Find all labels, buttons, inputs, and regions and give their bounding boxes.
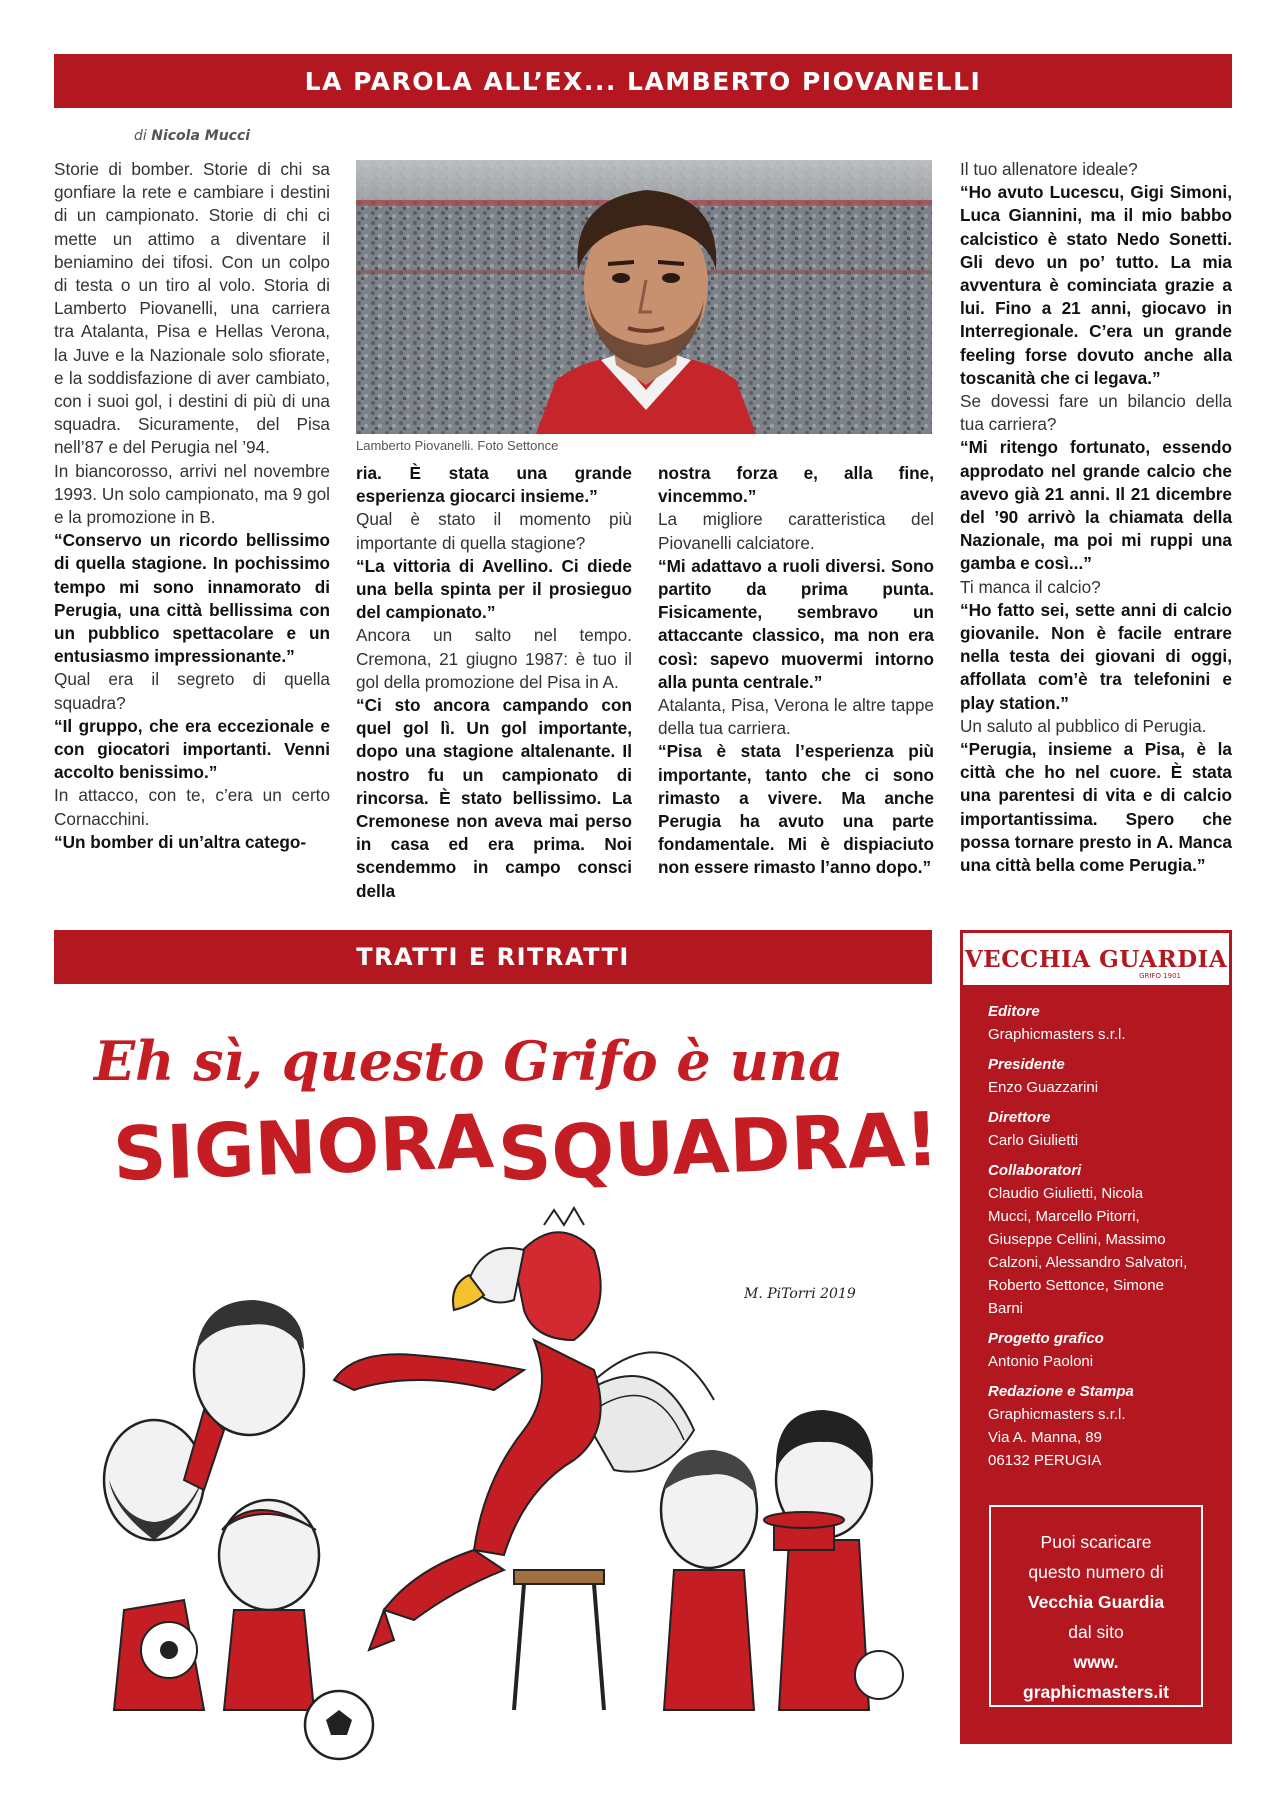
question-paragraph: Ancora un salto nel tempo. Cremona, 21 giugno 1987: è tuo il gol della promozione del Pisa in A. bbox=[356, 625, 632, 692]
credit-name: Barni bbox=[988, 1300, 1024, 1317]
article-column-3 bbox=[658, 462, 934, 880]
cartoon-signature: M. PiTorri 2019 bbox=[744, 1286, 856, 1302]
vecchia-guardia-logo: VECCHIA GUARDIA bbox=[964, 945, 1228, 973]
question-paragraph: Il tuo allenatore ideale? bbox=[960, 159, 1138, 179]
credit-role: Direttore bbox=[988, 1109, 1051, 1126]
answer-paragraph: “Ho avuto Lucescu, Gigi Simoni, Luca Giannini, ma il mio babbo calcistico è stato Nedo Sonetti. Gli devo un po’ tutto. La mia avventura è cominciata grazie a lui. Fino a 21 anni, giocavo in Interregionale. C’era un grande feeling forse dovuto anche alla toscanità che ci legava.” bbox=[960, 182, 1232, 388]
download-url-line1[interactable]: www. bbox=[1073, 1652, 1119, 1672]
answer-paragraph: ria. È stata una grande esperienza giocarci insieme.” bbox=[356, 463, 632, 507]
credit-name: Mucci, Marcello Pitorri, bbox=[988, 1208, 1140, 1225]
download-line: questo numero di bbox=[1028, 1562, 1164, 1582]
player-caricatures-left bbox=[104, 1300, 319, 1710]
download-line: Puoi scaricare bbox=[1040, 1532, 1152, 1552]
question-paragraph: Ti manca il calcio? bbox=[960, 576, 1101, 597]
credit-name: Enzo Guazzarini bbox=[988, 1079, 1099, 1096]
credit-name: Graphicmasters s.r.l. bbox=[988, 1406, 1126, 1423]
article-column-2 bbox=[356, 462, 632, 903]
question-paragraph: Un saluto al pubblico di Perugia. bbox=[960, 715, 1207, 736]
answer-paragraph: nostra forza e, alla fine, vincemmo.” bbox=[658, 463, 934, 507]
credit-role: Collaboratori bbox=[988, 1162, 1082, 1179]
answer-paragraph: “Pisa è stata l’esperienza più importante, tanto che ci sono rimasto a vivere. Ma anche Perugia ha avuto una parte fondamentale. Mi è dispiaciuto non essere rimasto l’anno dopo.” bbox=[658, 741, 934, 878]
answer-paragraph: “La vittoria di Avellino. Ci diede una bella spinta per il prosieguo del campionato.” bbox=[356, 555, 632, 623]
answer-paragraph: “Mi ritengo fortunato, essendo approdato nel grande calcio che avevo già 21 anni. Il 21 dicembre del ’90 arrivò la chiamata della Nazionale, ma poi mi ruppi una gamba e così...” bbox=[960, 437, 1232, 574]
section-title: TRATTI E RITRATTI bbox=[356, 943, 630, 971]
download-url-line2[interactable]: graphicmasters.it bbox=[1023, 1682, 1169, 1702]
credit-role: Progetto grafico bbox=[988, 1330, 1104, 1347]
cartoon-headline-word1: SIGNORA bbox=[111, 1098, 496, 1198]
masthead bbox=[960, 930, 1232, 988]
answer-paragraph: “Perugia, insieme a Pisa, è la città che ho nel cuore. È stata una parentesi di vita e di calcio importantissima. Spero che possa tornare presto in A. Manca una città bella come Perugia.” bbox=[960, 739, 1232, 876]
credit-role: Redazione e Stampa bbox=[988, 1383, 1134, 1400]
credits-list bbox=[988, 1000, 1208, 1472]
answer-paragraph: “Ci sto ancora campando con quel gol lì. Un gol importante, dopo una stagione altalenante. Il nostro fu un campionato di rincorsa. È stato bellissimo. La Cremonese non aveva mai perso in casa ed era prima. Noi scendemmo in campo consci della bbox=[356, 695, 632, 901]
player-caricatures-right bbox=[661, 1410, 903, 1710]
article-title-banner bbox=[54, 54, 1232, 108]
section-banner bbox=[54, 930, 932, 984]
credit-name: 06132 PERUGIA bbox=[988, 1452, 1102, 1469]
byline-author: Nicola Mucci bbox=[151, 128, 251, 144]
answer-paragraph: “Un bomber di un’altra catego- bbox=[54, 831, 307, 852]
credit-name: Roberto Settonce, Simone bbox=[988, 1277, 1164, 1294]
credit-name: Claudio Giulietti, Nicola bbox=[988, 1185, 1144, 1202]
question-paragraph: Qual era il segreto di quella squadra? bbox=[54, 669, 330, 713]
portrait-photo-illustration bbox=[356, 160, 932, 434]
download-publication-name: Vecchia Guardia bbox=[1027, 1592, 1165, 1612]
answer-paragraph: “Ho fatto sei, sette anni di calcio giovanile. Non è facile entrare nella testa dei giovani di oggi, affollata com’è tra telefonini e play station.” bbox=[960, 599, 1232, 713]
credit-name: Calzoni, Alessandro Salvatori, bbox=[988, 1254, 1188, 1271]
question-paragraph: Qual è stato il momento più importante di quella stagione? bbox=[356, 509, 632, 553]
question-paragraph: Storie di bomber. Storie di chi sa gonfiare la rete e cambiare i destini di un campionato. Storie di chi ci mette un attimo a diventare il beniamino dei tifosi. Con un colpo di testa o un tiro al volo. Storia di Lamberto Piovanelli, una carriera tra Atalanta, Pisa e Hellas Verona, la Juve e la Nazionale solo sfiorate, e la soddisfazione di aver cambiato, con i suoi gol, i destini di più di una squadra. Sicuramente, del Pisa nell’87 e del Perugia nel ’94. bbox=[54, 159, 330, 458]
answer-paragraph: “Mi adattavo a ruoli diversi. Sono partito da prima punta. Fisicamente, sembravo un attaccante classico, ma non era così: sapevo muovermi intorno alla punta centrale.” bbox=[658, 555, 934, 692]
credit-name: Carlo Giulietti bbox=[988, 1132, 1079, 1149]
credit-role: Editore bbox=[988, 1003, 1040, 1020]
cartoon-illustration bbox=[54, 1010, 932, 1770]
credit-name: Antonio Paoloni bbox=[988, 1353, 1094, 1370]
griffin-character bbox=[334, 1208, 714, 1710]
credit-name: Giuseppe Cellini, Massimo bbox=[988, 1231, 1166, 1248]
question-paragraph: Se dovessi fare un bilancio della tua carriera? bbox=[960, 391, 1232, 435]
question-paragraph: In attacco, con te, c’era un certo Cornacchini. bbox=[54, 785, 330, 829]
question-paragraph: La migliore caratteristica del Piovanelli calciatore. bbox=[658, 509, 934, 553]
byline bbox=[134, 128, 250, 144]
article-column-4 bbox=[960, 158, 1232, 877]
article-title: LA PAROLA ALL’EX... LAMBERTO PIOVANELLI bbox=[304, 66, 982, 96]
download-line: dal sito bbox=[1068, 1622, 1124, 1642]
article-column-1 bbox=[54, 158, 330, 854]
cartoon-headline-word2: SQUADRA! bbox=[496, 1096, 932, 1198]
question-paragraph: In biancorosso, arrivi nel novembre 1993. Un solo campionato, ma 9 gol e la promozione in B. bbox=[54, 460, 330, 528]
answer-paragraph: “Il gruppo, che era eccezionale e con giocatori importanti. Venni accolto benissimo.” bbox=[54, 715, 330, 783]
photo-caption: Lamberto Piovanelli. Foto Settonce bbox=[356, 438, 559, 453]
cartoon-drawing bbox=[54, 1010, 932, 1770]
credit-name: Via A. Manna, 89 bbox=[988, 1429, 1102, 1446]
credit-name: Graphicmasters s.r.l. bbox=[988, 1026, 1126, 1043]
football bbox=[305, 1691, 373, 1759]
credit-role: Presidente bbox=[988, 1056, 1065, 1073]
portrait-photo bbox=[356, 160, 932, 434]
question-paragraph: Atalanta, Pisa, Verona le altre tappe della tua carriera. bbox=[658, 695, 934, 739]
masthead-subtitle: GRIFO 1901 bbox=[1139, 972, 1181, 980]
cartoon-headline-line1: Eh sì, questo Grifo è una bbox=[94, 1029, 844, 1093]
download-info-box bbox=[989, 1505, 1203, 1707]
answer-paragraph: “Conservo un ricordo bellissimo di quella stagione. In pochissimo tempo mi sono innamorato di Perugia, una città bellissima con un pubblico spettacolare e un entusiasmo impressionante.” bbox=[54, 530, 330, 667]
byline-prefix: di bbox=[134, 128, 147, 144]
